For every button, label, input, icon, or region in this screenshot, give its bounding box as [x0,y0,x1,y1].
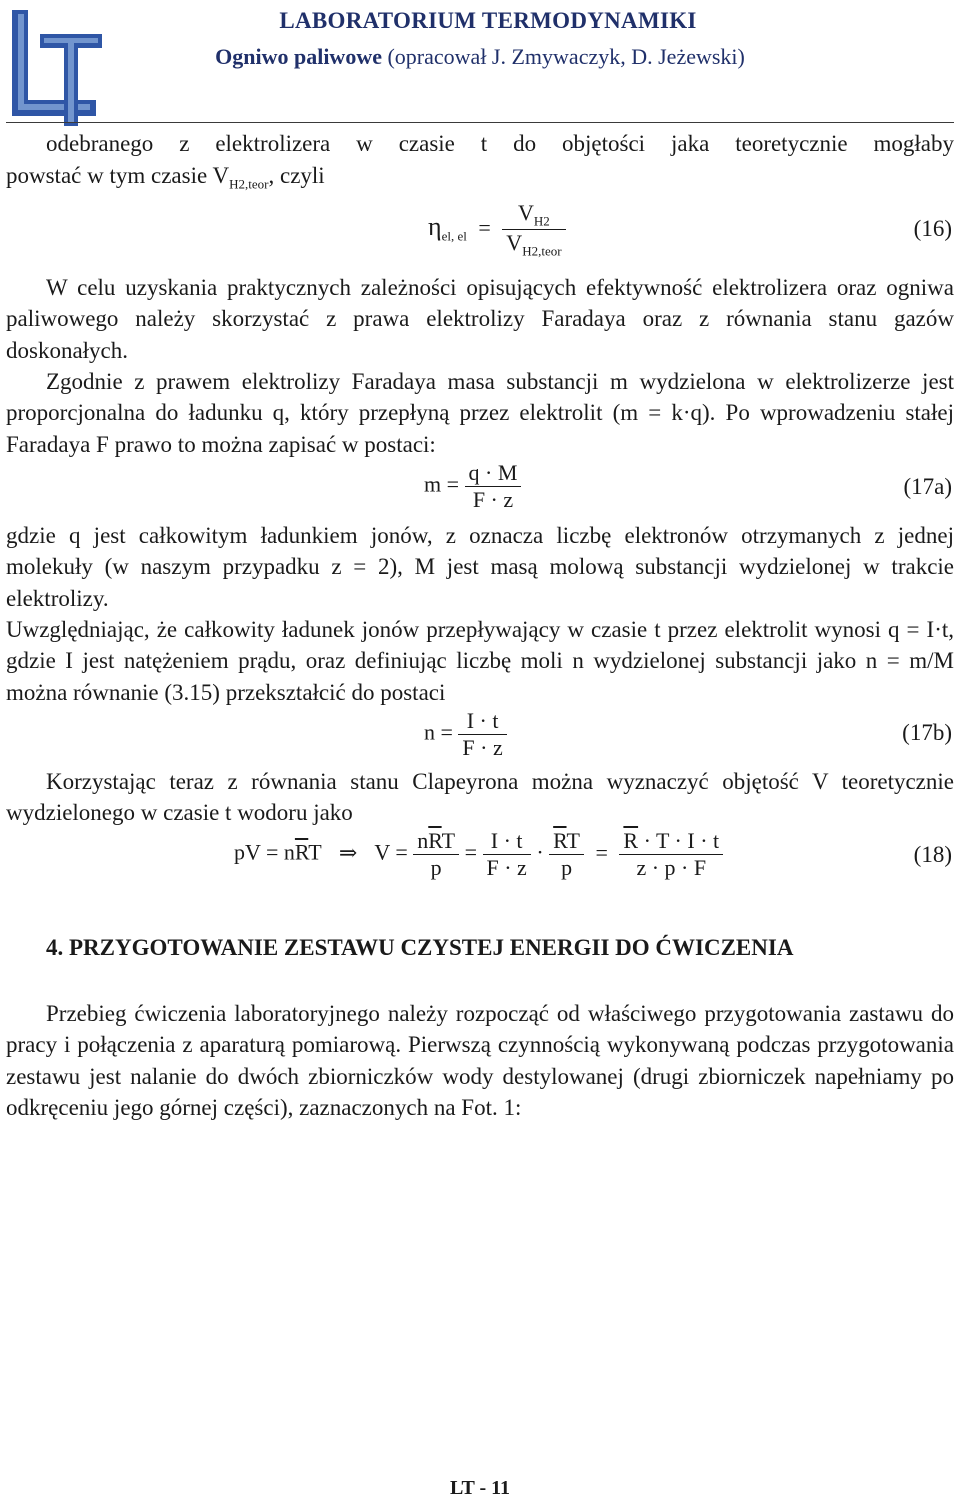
eq18-dot: · [536,839,544,865]
eq18-fraction-1 [413,828,459,881]
eq17b-num: I · t [466,708,499,733]
header-title: LABORATORIUM TERMODYNAMIKI [279,8,697,33]
eq16-num: V [518,200,534,225]
eq18-equals-1: = [464,839,477,865]
equation-18 [234,828,723,881]
equation-17b-number: (17b) [902,720,952,745]
eq17b-den: F · z [458,734,506,761]
eq18-f1-r: $\overline{R}$ [428,828,442,853]
paragraph-4: gdzie q jest całkowitym ładunkiem jonów, z oznacza liczbę elektronów otrzymanych z jednej molekuły (w naszym przypadku z = 2), M jest masą molową substancji wydzielonej w trakcie elektrolizy. [6,523,954,611]
eq18-f3-r: $\overline{R}$ [553,828,567,853]
eq18-f2-den: F · z [483,854,531,881]
implies-arrow: ⇒ [338,839,358,865]
eq16-num-sub: H2 [533,213,550,229]
eq18-f4-rest: · T · I · t [638,828,720,853]
eq17a-lhs: m = [424,471,460,497]
paragraph-1-line-1: odebranego z elektrolizera w czasie t do objętości jaka teoretycznie mogłaby [46,131,954,156]
eq16-fraction [502,200,565,260]
eq16-eta: η [428,211,442,241]
page-footer: LT - 11 [449,1477,511,1499]
paragraph-3: Zgodnie z prawem elektrolizy Faradaya masa substancji m wydzielona w elektrolizerze jest proporcjonalna do ładunku q, który przepłyną przez elektrolit (m = k·q). Po wprowadzeniu stałej Faradaya F prawo to można zapisać w postaci: [6,369,954,457]
eq18-f2-num: I · t [490,828,523,853]
equation-17a-number: (17a) [903,474,952,499]
eq18-f3-t: T [566,828,580,853]
para1-text-end: , czyli [268,163,325,188]
eq17b-lhs: n = [424,719,453,745]
paragraph-6: Korzystając teraz z równania stanu Clapeyrona można wyznaczyć objętość V teoretycznie wydzielonego w czasie t wodoru jako [6,769,954,826]
eq18-fraction-4 [619,828,723,881]
equation-17b [424,708,507,761]
eq18-f1-den: p [413,854,459,881]
eq17a-den: F · z [465,486,522,513]
eq17b-fraction [458,708,506,761]
eq18-f3-den: p [549,854,584,881]
header-rule [6,122,954,123]
para1-text: powstać w tym czasie V [6,163,230,188]
eq18-rbar: $\overline{R}$ [294,839,309,865]
paragraph-2: W celu uzyskania praktycznych zależności opisujących efektywność elektrolizera oraz ogniwa paliwowego należy skorzystać z prawa elektrolizy Faradaya oraz z równania stanu gazów doskonałych. [6,275,954,363]
eq18-t: T [308,839,322,865]
eq18-fraction-2 [483,828,531,881]
eq17a-num: q · M [468,460,518,485]
paragraph-5: Uwzględniając, że całkowity ładunek jonów przepływający w czasie t przez elektrolit wynosi q = I·t, gdzie I jest natężeniem prądu, oraz definiując liczbę moli n wydzielonej substancji jako n = m/M można równanie (3.15) przekształcić do postaci [6,617,954,705]
section-heading: 4. PRZYGOTOWANIE ZESTAWU CZYSTEJ ENERGII DO ĆWICZENIA [46,935,794,960]
paragraph-7: Przebieg ćwiczenia laboratoryjnego należy rozpocząć od właściwego przygotowania zastawu do pracy i połączenia z aparaturą pomiarową. Pierwszą czynnością wykonywaną podczas przygotowania zestawu jest nalanie do dwóch zbiorniczków wody destylowanej (drugi zbiorniczek napełniamy po odkręceniu jego górnej części), zaznaczonych na Fot. 1: [6,1001,954,1120]
header-subtitle-bold: Ogniwo paliwowe [215,44,382,69]
eq18-lhs: pV = n [234,839,295,865]
eq18-f4-den: z · p · F [619,854,723,881]
eq18-equals-2: = [595,839,608,865]
equation-16-number: (16) [913,216,952,241]
para1-sub: H2,teor [229,176,269,192]
eq16-den-sub: H2,teor [522,243,562,259]
eq17a-fraction [465,460,522,513]
eq16-den: V [506,230,523,256]
equation-16: $\eta_{el, el}$ = $\frac{V_{H2}}{V_{H2,teor}}$ [428,200,566,260]
eq18-f4-r: $\overline{R}$ [623,828,639,853]
header-subtitle-authors: (opracował J. Zmywaczyk, D. Jeżewski) [381,44,745,69]
eq16-eta-sub: el, el [441,228,467,244]
equation-18-number: (18) [913,842,952,867]
eq18-fraction-3 [549,828,584,881]
equation-17a [424,460,521,513]
header-subtitle [110,44,850,70]
eq18-f1-t: T [441,828,456,853]
lt-logo [4,4,108,132]
paragraph-1-line-2 [6,160,954,200]
eq18-v: V = [374,839,408,865]
eq18-f1-n: n [417,828,429,853]
